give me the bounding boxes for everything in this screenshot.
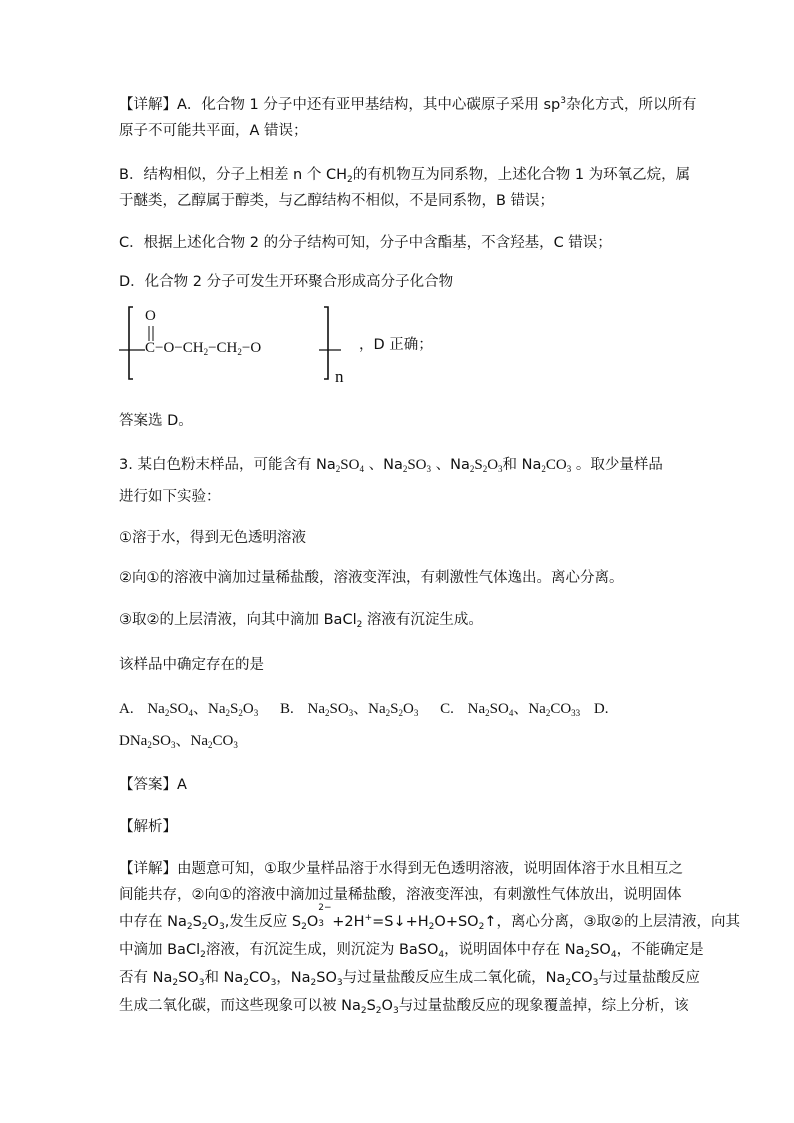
option-a-label: A. bbox=[119, 701, 134, 717]
option-c-explanation: C．根据上述化合物 2 的分子结构可知，分子中含酯基，不含羟基，C 错误； bbox=[119, 235, 612, 251]
detail-tag: 【详解】 bbox=[119, 97, 177, 113]
carbonyl-oxygen: O bbox=[145, 308, 156, 324]
detail-paragraph-line: 中存在 $Na_2S_2O_3$,发生反应 $S_2O$ 2− 3 $+2H^+=S↓+H_2O+SO_2↑$，离心分离，③取②的上层清液，向其 bbox=[119, 903, 740, 932]
option-a: $Na_2SO_4$、$Na_2S_2O_3$ bbox=[147, 701, 259, 718]
analysis-heading: 【解析】 bbox=[119, 819, 177, 835]
question-3-stem: 3. 某白色粉末样品，可能含有 $Na_2SO_4$ 、$Na_2SO_3$ 、$Na_2S_2O_3$和 $Na_2CO_3$ 。取少量样品 bbox=[119, 457, 663, 474]
answer-tag: 【答案】 bbox=[119, 777, 177, 793]
experiment-step-3: ③取②的上层清液，向其中滴加 BaCl$_2$ 溶液有沉淀生成。 bbox=[119, 612, 483, 630]
option-b-explanation-cont: 于醚类，乙醇属于醇类，与乙醇结构不相似，不是同系物，B 错误； bbox=[119, 193, 555, 209]
option-d-label: D. bbox=[593, 701, 609, 717]
option-b-label: B. bbox=[279, 701, 294, 717]
experiment-step-2: ②向①的溶液中滴加过量稀盐酸，溶液变浑浊，有刺激性气体逸出。离心分离。 bbox=[119, 570, 624, 586]
option-d-explanation: D．化合物 2 分子可发生开环聚合形成高分子化合物 bbox=[119, 274, 454, 290]
answer-line bbox=[119, 775, 187, 795]
option-b: $Na_2SO_3$、$Na_2S_2O_3$ bbox=[307, 701, 419, 718]
detail-paragraph-line: 【详解】由题意可知，①取少量样品溶于水得到无色透明溶液，说明固体溶于水且相互之 bbox=[119, 861, 683, 877]
question-3-ask: 该样品中确定存在的是 bbox=[119, 657, 264, 673]
option-c-label: C. bbox=[440, 701, 454, 717]
option-c: $Na_2SO_4$、$Na_2CO_{33}$ bbox=[467, 701, 581, 718]
formula-conclusion: ，D 正确； bbox=[359, 337, 433, 353]
options-row bbox=[119, 699, 609, 719]
question-3-stem-cont: 进行如下实验： bbox=[119, 489, 221, 505]
polymer-chain: $C-O-CH_2-CH_2-O$ bbox=[145, 340, 262, 357]
detail-line: 原子不可能共平面，A 错误； bbox=[119, 123, 308, 139]
answer-value: A bbox=[177, 777, 187, 793]
detail-paragraph-line: 否有 $Na_2SO_3$和 $Na_2CO_3$，$Na_2SO_3$与过量盐酸反应生成二氧化硫，$Na_2CO_3$与过量盐酸反应 bbox=[119, 970, 700, 988]
repeat-count-n: n bbox=[335, 367, 344, 386]
option-b-explanation: B．结构相似，分子上相差 n 个 $CH_2$的有机物互为同系物，上述化合物 1 为环氧乙烷，属 bbox=[119, 167, 691, 185]
detail-line: 【详解】A．化合物 1 分子中还有亚甲基结构，其中心碳原子采用 $sp^3$杂化方式，所以所有 bbox=[119, 96, 697, 113]
detail-paragraph-line: 中滴加 BaCl$_2$溶液，有沉淀生成，则沉淀为 BaSO$_4$，说明固体中存在 $Na_2SO_4$，不能确定是 bbox=[119, 942, 704, 960]
detail-paragraph-line: 生成二氧化碳，而这些现象可以被 $Na_2S_2O_3$与过量盐酸反应的现象覆盖掉，综上分析，该 bbox=[119, 998, 689, 1016]
option-d: $DNa_2SO_3$、$Na_2CO_3$ bbox=[119, 733, 238, 750]
experiment-step-1: ①溶于水，得到无色透明溶液 bbox=[119, 530, 306, 546]
detail-paragraph-line: 间能共存，②向①的溶液中滴加过量稀盐酸，溶液变浑浊，有刺激性气体放出，说明固体 bbox=[119, 887, 682, 903]
answer-choice: 答案选 D。 bbox=[119, 413, 193, 429]
